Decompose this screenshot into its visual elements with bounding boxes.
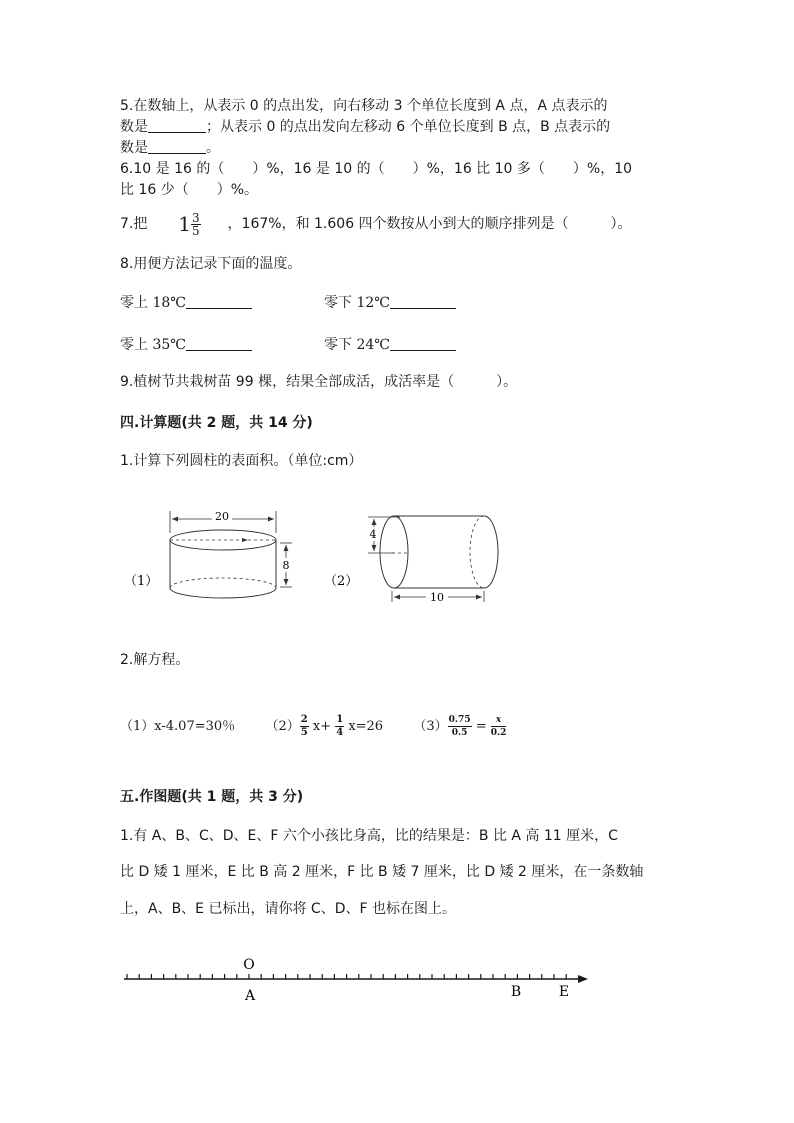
q8-temp-2 [324, 292, 456, 312]
q7-mixed-whole: 1 [178, 212, 191, 236]
sec5-q1-line3: 上，A、B、E 已标出，请你将 C、D、F 也标在图上。 [120, 901, 456, 917]
equation-2-mid: x+ [312, 719, 332, 734]
q8-blank-2[interactable] [390, 294, 456, 309]
fig2-diameter-label: 4 [369, 528, 377, 541]
equation-1: （1）x-4.07=30％ [120, 719, 236, 734]
fig1-label: （1） [124, 574, 159, 589]
q8-temp-1-label: 零上 18℃ [120, 295, 186, 311]
section-5-title: 五.作图题(共 1 题，共 3 分) [120, 789, 304, 805]
q9-text: 9.植树节共栽树苗 99 棵，结果全部成活，成活率是（ ）。 [120, 374, 518, 390]
equation-2-prefix: （2） [265, 719, 300, 734]
q7-numerator: 3 [192, 210, 200, 225]
q8-blank-3[interactable] [186, 336, 252, 351]
section-4-title: 四.计算题(共 2 题，共 14 分) [120, 415, 313, 431]
eq3-right-denominator: 0.2 [490, 728, 507, 738]
q7-mixed-fraction [191, 212, 201, 237]
axis-label-b: B [510, 984, 522, 1000]
eq3-left-denominator: 0.5 [451, 728, 468, 738]
q7-line [120, 210, 632, 238]
cylinder-horizontal-figure [324, 505, 514, 605]
q5-line2-end: ；从表示 0 的点出发向左移动 6 个单位长度到 B 点，B 点表示的 [206, 119, 611, 135]
q5-blank-a[interactable] [148, 118, 206, 133]
q5-line3-start: 数是 [120, 140, 148, 156]
q5-line2-start: 数是 [120, 119, 148, 135]
q8-text: 8.用便方法记录下面的温度。 [120, 256, 302, 272]
equation-3 [413, 715, 507, 738]
equation-2-suffix: x=26 [348, 719, 384, 734]
cylinder-upright-figure [120, 505, 300, 605]
equation-3-equals: = [475, 719, 487, 734]
axis-label-origin: O [243, 957, 255, 973]
eq2-f2-numerator: 1 [336, 714, 344, 725]
eq2-f1-numerator: 2 [300, 714, 308, 725]
eq3-left-numerator: 0.75 [448, 715, 471, 725]
number-line-arrow [578, 975, 588, 983]
q8-temp-2-label: 零下 12℃ [324, 295, 390, 311]
sec4-q1-text: 1.计算下列圆柱的表面积。（单位:cm） [120, 453, 363, 469]
q6-line2: 比 16 少（ ）%。 [120, 182, 259, 198]
equation-3-right-fraction [491, 714, 507, 739]
equation-2-fraction-2 [335, 714, 344, 739]
equation-2 [265, 714, 387, 738]
sec5-q1-line1: 1.有 A、B、C、D、E、F 六个小孩比身高，比的结果是：B 比 A 高 11 厘米，C [120, 828, 618, 844]
q8-temp-4 [324, 334, 456, 354]
q7-suffix: ，167%，和 1.606 四个数按从小到大的顺序排列是（ ）。 [227, 216, 632, 232]
equation-3-left-fraction [448, 714, 472, 739]
equation-3-prefix: （3） [413, 719, 448, 734]
axis-label-e: E [558, 984, 570, 1000]
q8-temp-3-label: 零上 35℃ [120, 337, 186, 353]
q5-blank-b[interactable] [148, 139, 206, 154]
eq2-f1-denominator: 5 [300, 727, 308, 738]
q5-line2 [120, 117, 610, 137]
q7-prefix: 7.把 [120, 216, 148, 232]
q7-denominator: 5 [192, 223, 200, 238]
axis-label-a: A [244, 988, 256, 1004]
q8-blank-4[interactable] [390, 336, 456, 351]
q5-line3 [120, 138, 220, 158]
q8-temp-4-label: 零下 24℃ [324, 337, 390, 353]
equations-row [120, 712, 506, 742]
number-line[interactable] [110, 950, 610, 1010]
eq2-f2-denominator: 4 [336, 727, 344, 738]
q8-temp-1 [120, 292, 252, 312]
fig1-width-label: 20 [215, 510, 229, 523]
fig2-label: （2） [324, 574, 359, 589]
q5-line1: 5.在数轴上，从表示 0 的点出发，向右移动 3 个单位长度到 A 点，A 点表示的 [120, 98, 608, 114]
sec5-q1-line2: 比 D 矮 1 厘米，E 比 B 高 2 厘米，F 比 B 矮 7 厘米，比 D 矮 2 厘米，在一条数轴 [120, 864, 644, 880]
q8-temp-3 [120, 334, 252, 354]
fig2-length-label: 10 [430, 591, 444, 604]
q8-blank-1[interactable] [186, 294, 252, 309]
q6-line1: 6.10 是 16 的（ ）%，16 是 10 的（ ）%，16 比 10 多（ ）%，10 [120, 161, 633, 177]
equation-2-fraction-1 [300, 714, 309, 739]
fig1-height-label: 8 [282, 559, 290, 572]
eq3-right-numerator: x [491, 714, 507, 727]
q5-line3-end: 。 [206, 140, 220, 156]
sec4-q2-text: 2.解方程。 [120, 652, 190, 668]
